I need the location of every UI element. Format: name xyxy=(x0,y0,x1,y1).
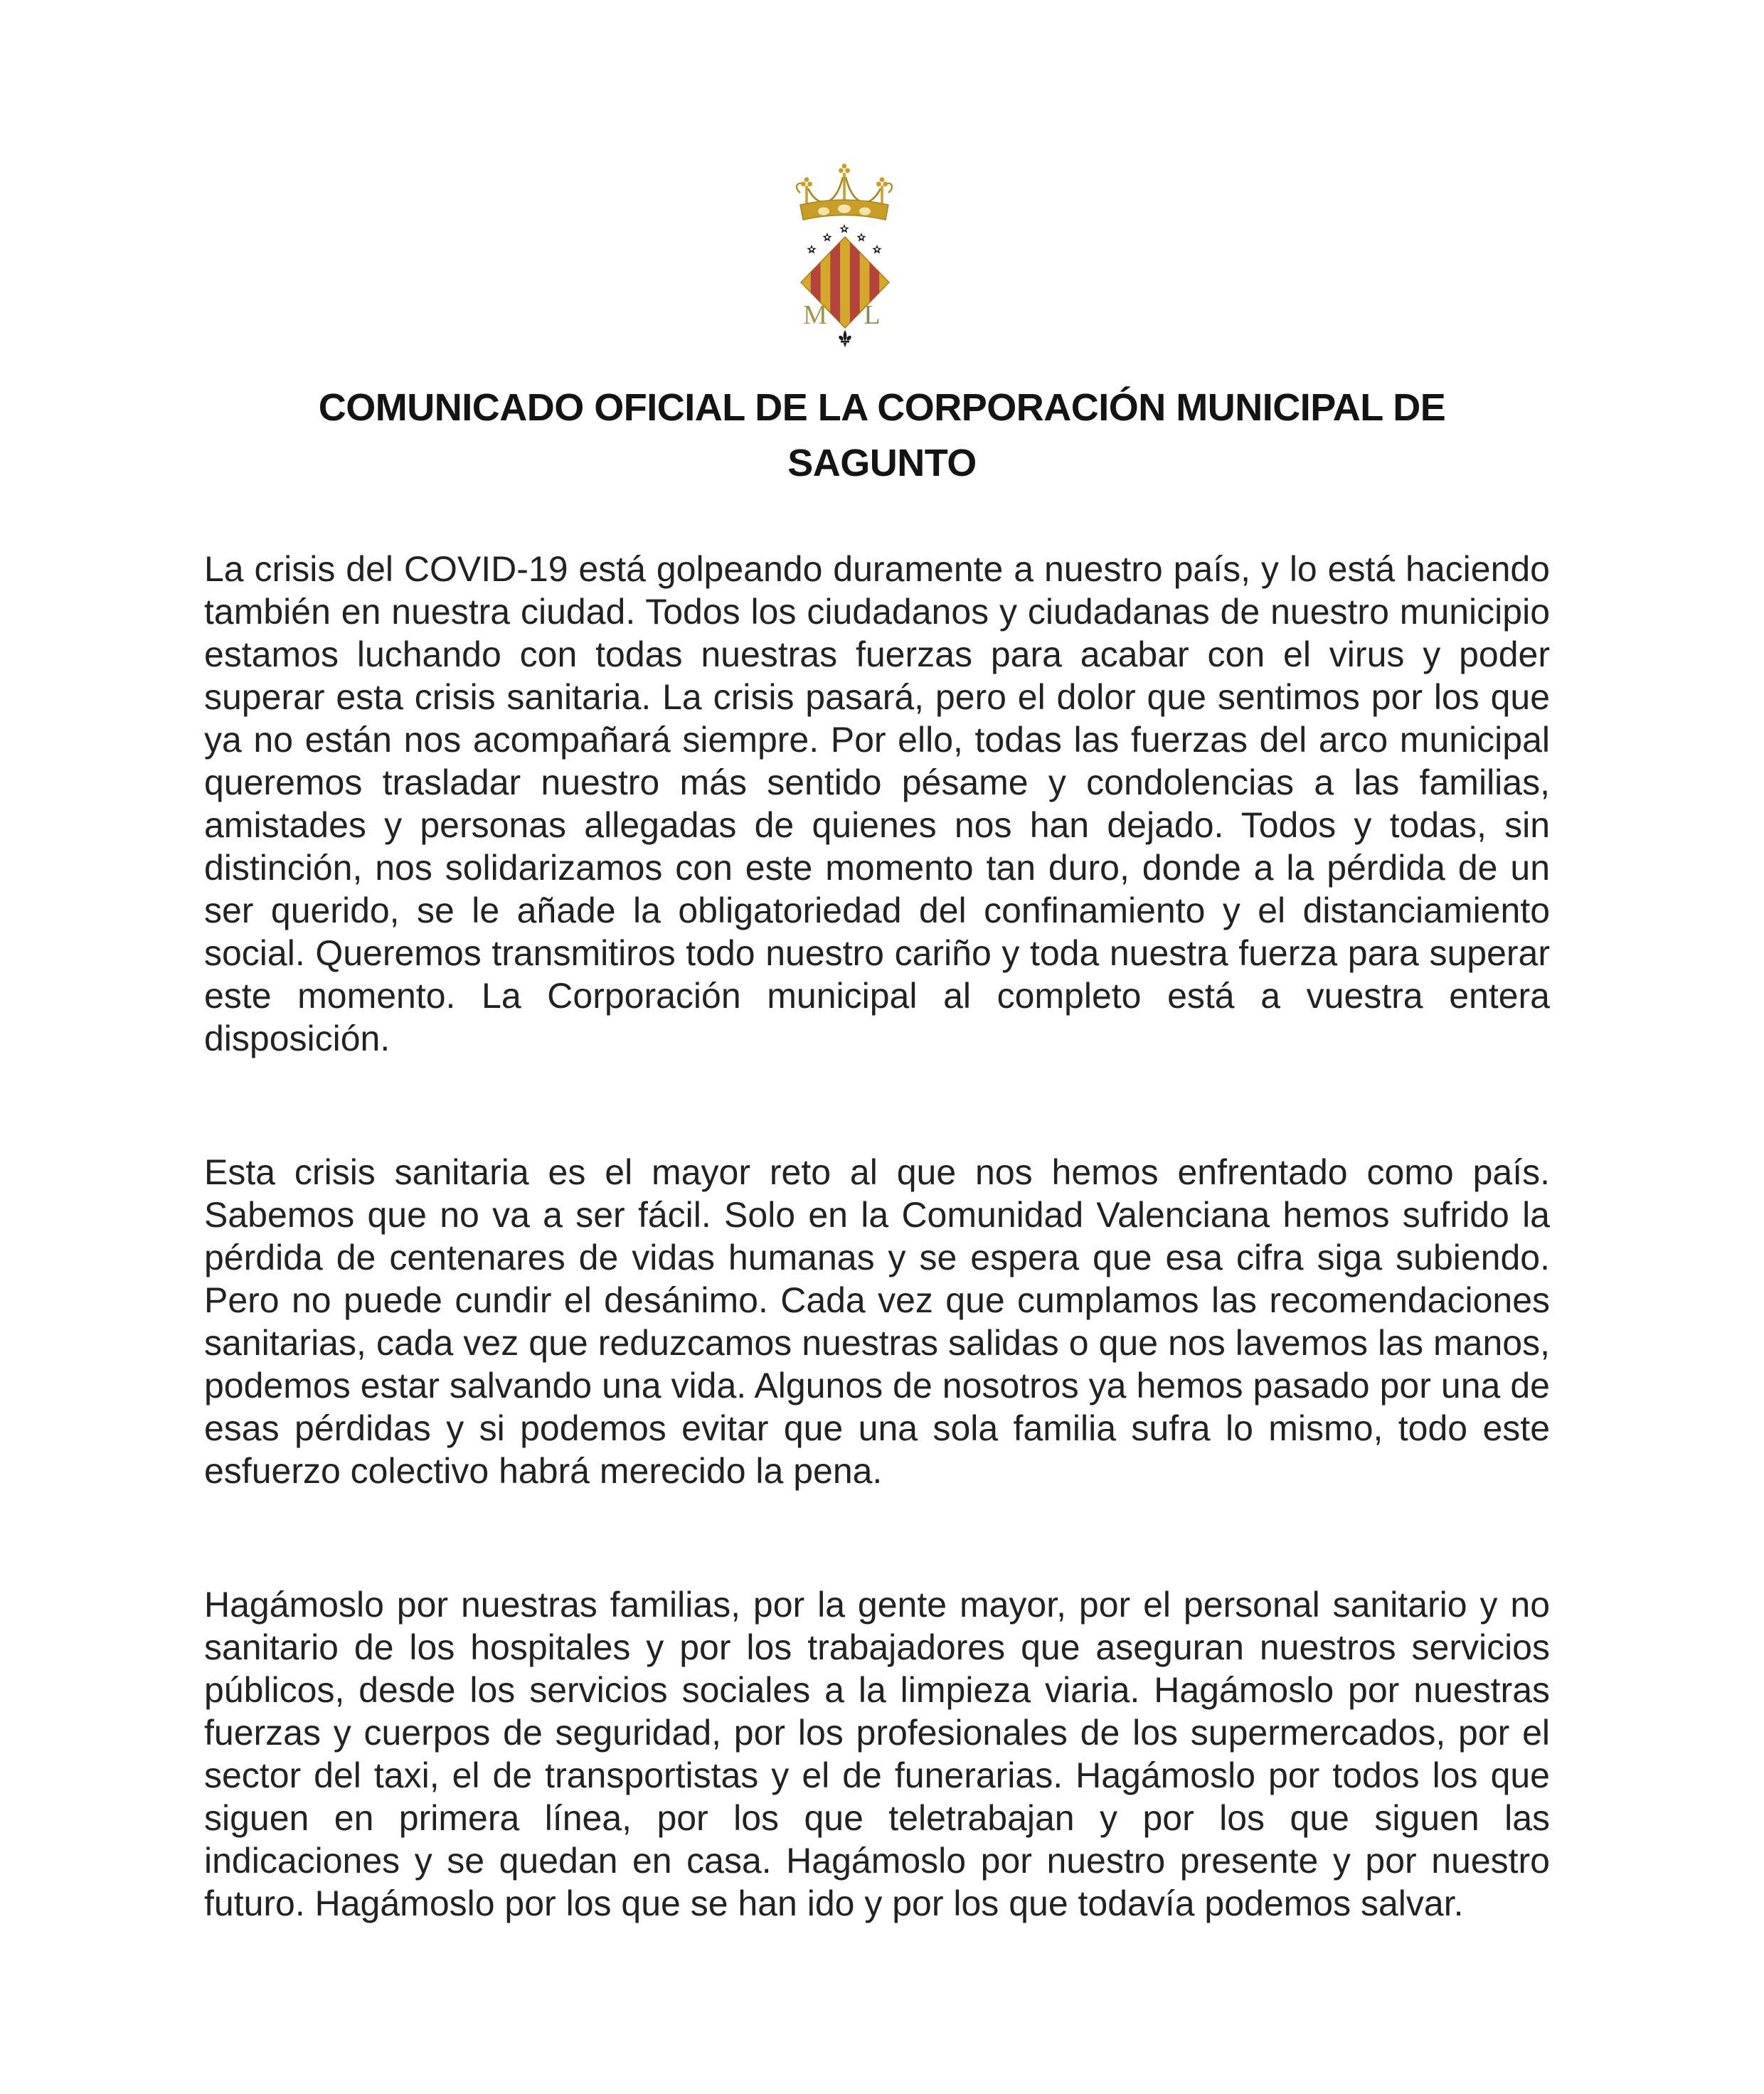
page-title-line2: SAGUNTO xyxy=(787,442,977,484)
crown-icon xyxy=(797,164,892,220)
document-paragraph: La crisis del COVID-19 está golpeando duramente a nuestro país, y lo está haciendo también en nuestra ciudad. Todos los ciudadanos y ciudadanas de nuestro municipio estamos luchando con todas nuestras fuerzas para acabar con el virus y poder superar esta crisis sanitaria. La crisis pasará, pero el dolor que sentimos por los que ya no están nos acompañará siempre. Por ello, todas las fuerzas del arco municipal queremos trasladar nuestro más sentido pésame y condolencias a las familias, amistades y personas allegadas de quienes nos han dejado. Todos y todas, sin distinción, nos solidarizamos con este momento tan duro, donde a la pérdida de un ser querido, se le añade la obligatoriedad del confinamiento y el distanciamiento social. Queremos transmitiros todo nuestro cariño y toda nuestra fuerza para superar este momento. La Corporación municipal al completo está a vuestra entera disposición. xyxy=(204,549,1550,1058)
sagunto-coat-of-arms xyxy=(763,161,926,350)
document-paragraph: Hagámoslo por nuestras familias, por la gente mayor, por el personal sanitario y no sanitario de los hospitales y por los trabajadores que aseguran nuestros servicios públicos, desde los servicios sociales a la limpieza viaria. Hagámoslo por nuestras fuerzas y cuerpos de seguridad, por los profesionales de los supermercados, por el sector del taxi, el de transportistas y el de funerarias. Hagámoslo por todos los que siguen en primera línea, por los que teletrabajan y por los que siguen las indicaciones y se quedan en casa. Hagámoslo por nuestro presente y por nuestro futuro. Hagámoslo por los que se han ido y por los que todavía podemos salvar. xyxy=(204,1585,1550,1923)
document-paragraph: Esta crisis sanitaria es el mayor reto al que nos hemos enfrentado como país. Sabemos que no va a ser fácil. Solo en la Comunidad Valenciana hemos sufrido la pérdida de centenares de vidas humanas y se espera que esa cifra siga subiendo. Pero no puede cundir el desánimo. Cada vez que cumplamos las recomendaciones sanitarias, cada vez que reduzcamos nuestras salidas o que nos lavemos las manos, podemos estar salvando una vida. Algunos de nosotros ya hemos pasado por una de esas pérdidas y si podemos evitar que una sola familia sufra lo mismo, todo este esfuerzo colectivo habrá merecido la pena. xyxy=(204,1152,1550,1491)
page-title xyxy=(0,380,1764,491)
page-title-line1: COMUNICADO OFICIAL DE LA CORPORACIÓN MUNICIPAL DE xyxy=(318,386,1446,429)
crest-letter-m: M xyxy=(803,300,827,330)
document-body xyxy=(204,548,1550,2016)
fleur-de-lis-icon xyxy=(839,330,851,348)
crest-letter-l: L xyxy=(864,300,881,330)
